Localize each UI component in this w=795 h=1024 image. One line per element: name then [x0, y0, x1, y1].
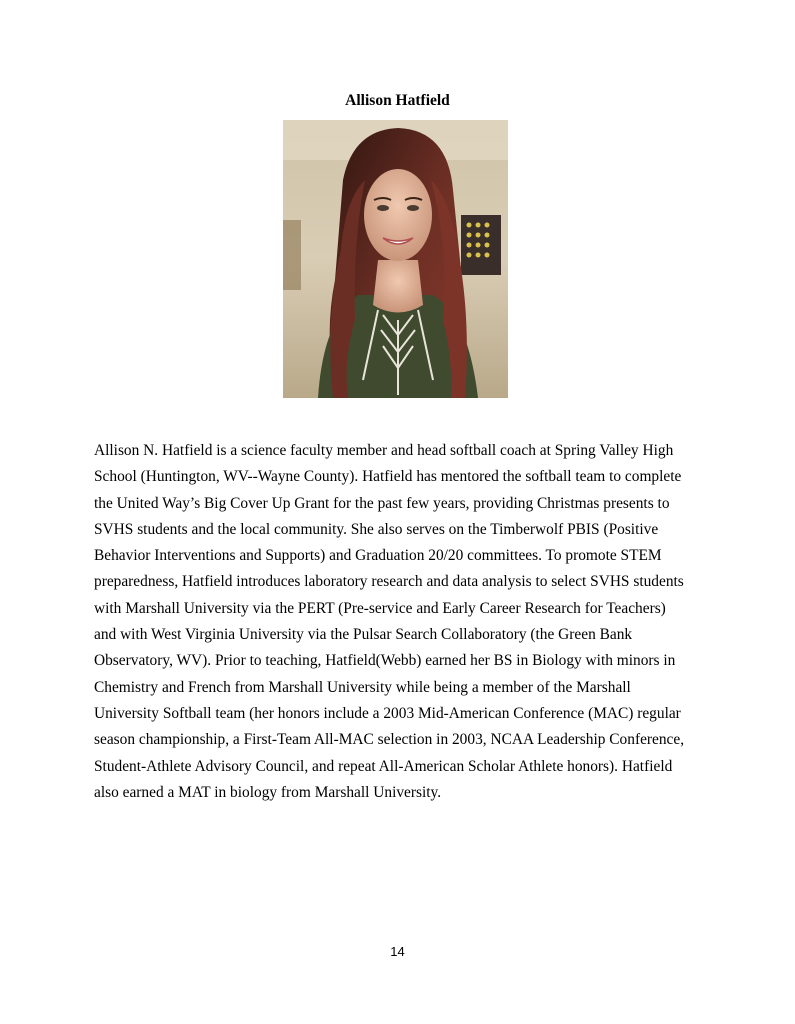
- portrait-photo-icon: [283, 120, 508, 398]
- bio-line: Student-Athlete Advisory Council, and repeat All-American Scholar Athlete honors). Hatfield: [94, 757, 673, 775]
- page-title: Allison Hatfield: [345, 92, 450, 109]
- bio-line: School (Huntington, WV--Wayne County). Hatfield has mentored the softball team to complete: [94, 468, 682, 486]
- bio-line: preparedness, Hatfield introduces laboratory research and data analysis to select SVHS students: [94, 573, 684, 591]
- bio-line: Chemistry and French from Marshall University while being a member of the Marshall: [94, 678, 631, 696]
- page-number: 14: [390, 944, 405, 959]
- bio-line: and with West Virginia University via the Pulsar Search Collaboratory (the Green Bank: [94, 626, 633, 644]
- bio-line: SVHS students and the local community. She also serves on the Timberwolf PBIS (Positive: [94, 520, 659, 538]
- bio-line: Behavior Interventions and Supports) and Graduation 20/20 committees. To promote STEM: [94, 547, 662, 565]
- bio-line: Observatory, WV). Prior to teaching, Hatfield(Webb) earned her BS in Biology with minors in: [94, 652, 676, 670]
- portrait-photo: [283, 120, 508, 398]
- bio-line: also earned a MAT in biology from Marshall University.: [94, 783, 442, 801]
- bio-line: with Marshall University via the PERT (Pre-service and Early Career Research for Teachers): [94, 599, 666, 617]
- bio-line: University Softball team (her honors include a 2003 Mid-American Conference (MAC) regular: [94, 704, 681, 722]
- bio-line: Allison N. Hatfield is a science faculty member and head softball coach at Spring Valley High: [94, 442, 674, 459]
- bio-line: the United Way’s Big Cover Up Grant for the past few years, providing Christmas presents to: [94, 494, 670, 512]
- bio-paragraph: [94, 438, 704, 806]
- bio-line: season championship, a First-Team All-MAC selection in 2003, NCAA Leadership Conference,: [94, 731, 685, 749]
